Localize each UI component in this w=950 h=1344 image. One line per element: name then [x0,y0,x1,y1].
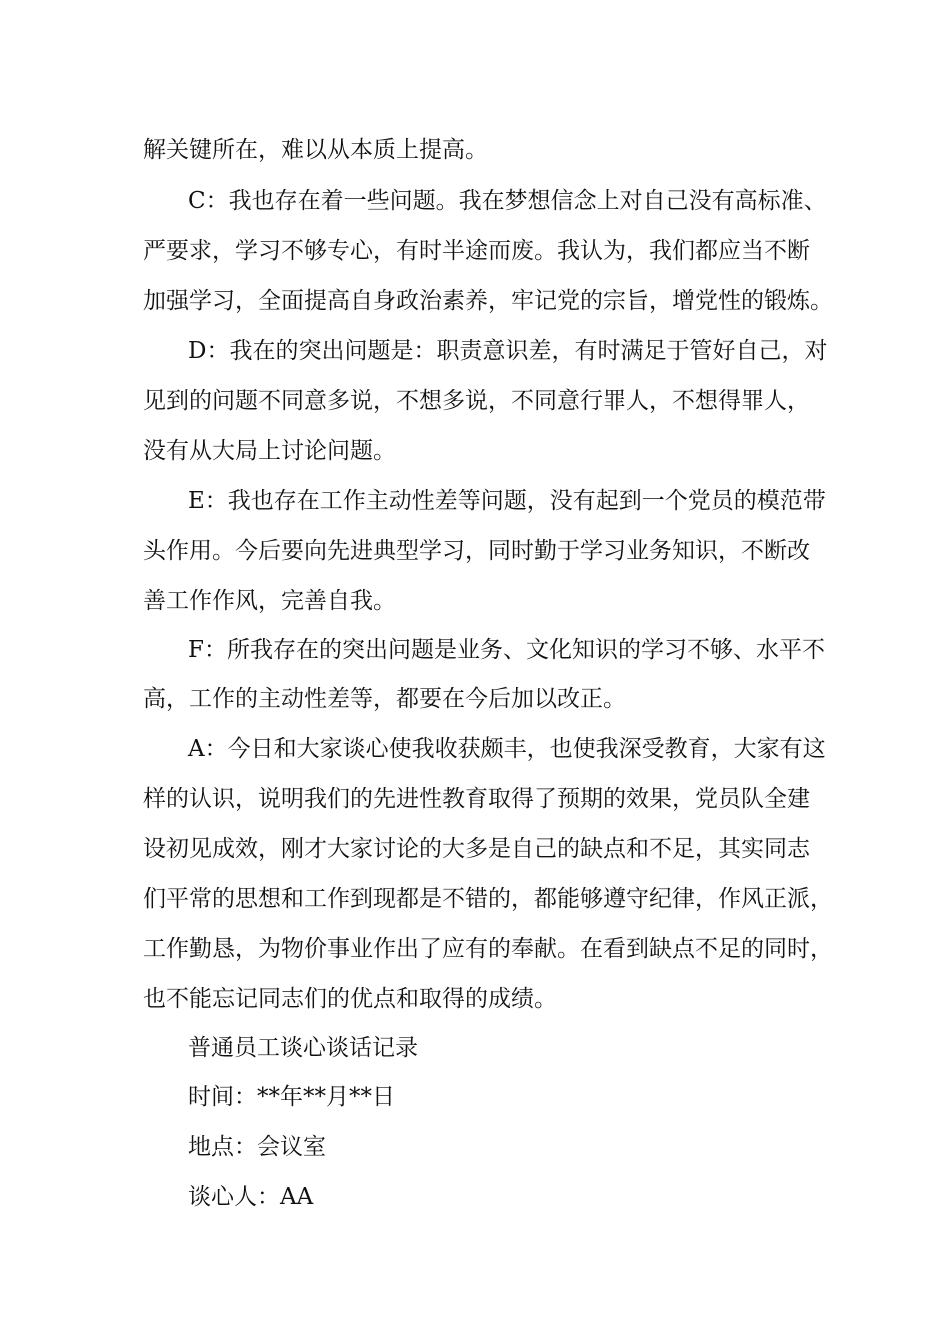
text-line: 样的认识，说明我们的先进性教育取得了预期的效果，党员队全建 [143,786,810,812]
text-line: 头作用。今后要向先进典型学习，同时勤于学习业务知识，不断改 [143,538,810,564]
text-line: 见到的问题不同意多说，不想多说，不同意行罪人，不想得罪人， [143,388,810,414]
text-line: 没有从大局上讨论问题。 [143,438,396,464]
text-line: 设初见成效，刚才大家讨论的大多是自己的缺点和不足，其实同志 [143,836,810,862]
text-line: 也不能忘记同志们的优点和取得的成绩。 [143,986,557,1012]
record-title: 普通员工谈心谈话记录 [188,1035,418,1061]
record-location: 地点：会议室 [188,1134,326,1160]
paragraph-first-line: E：我也存在工作主动性差等问题，没有起到一个党员的模范带 [188,488,826,514]
text-line: 们平常的思想和工作到现都是不错的，都能够遵守纪律，作风正派， [143,886,833,912]
paragraph-first-line: A：今日和大家谈心使我收获颇丰，也使我深受教育，大家有这 [188,736,826,762]
text-line: 善工作作风，完善自我。 [143,588,396,614]
record-interviewer: 谈心人：AA [188,1184,314,1210]
text-line: 加强学习，全面提高自身政治素养，牢记党的宗旨，增党性的锻炼。 [143,288,833,314]
text-line: 工作勤恳，为物价事业作出了应有的奉献。在看到缺点不足的同时， [143,936,833,962]
paragraph-first-line: D：我在的突出问题是：职责意识差，有时满足于管好自己，对 [188,338,828,364]
record-time: 时间：**年**月**日 [188,1084,395,1110]
paragraph-first-line: C：我也存在着一些问题。我在梦想信念上对自己没有高标准、 [188,188,827,214]
text-line: 高，工作的主动性差等，都要在今后加以改正。 [143,686,626,712]
paragraph-first-line: F：所我存在的突出问题是业务、文化知识的学习不够、水平不 [188,637,825,663]
text-line: 严要求，学习不够专心，有时半途而废。我认为，我们都应当不断 [143,238,810,264]
text-line: 解关键所在，难以从本质上提高。 [143,137,488,163]
